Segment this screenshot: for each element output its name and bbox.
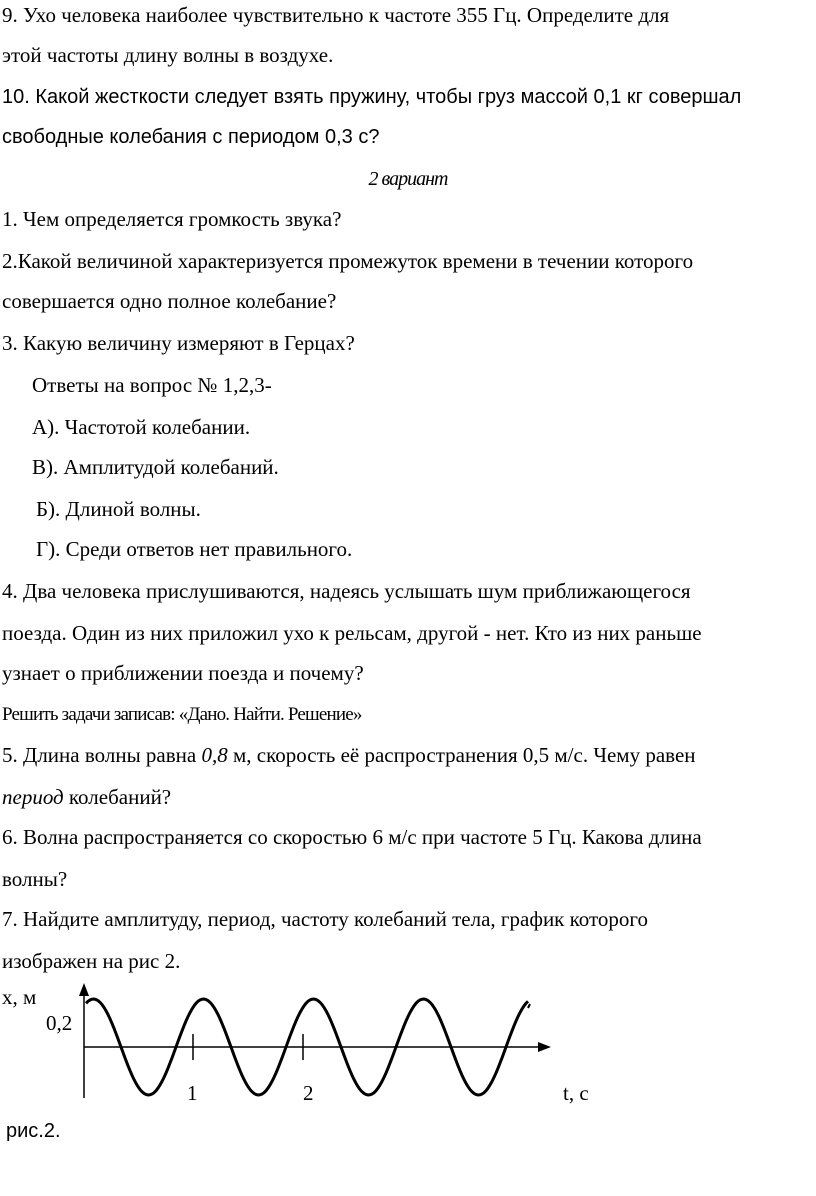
- v-question-5-line-1: [2, 742, 696, 768]
- v-question-4-line-2: поезда. Один из них приложил ухо к рельсам, другой - нет. Кто из них раньше: [2, 621, 702, 645]
- y-axis-arrow: [79, 983, 89, 996]
- y-axis-label: x, м: [2, 985, 37, 1009]
- option-d: Г). Среди ответов нет правильного.: [36, 537, 353, 561]
- tick-1-label: 1: [187, 1081, 198, 1105]
- v-question-3: 3. Какую величину измеряют в Герцах?: [2, 331, 355, 355]
- option-c: Б). Длиной волны.: [36, 497, 201, 521]
- oscillation-graph: [0, 980, 816, 1120]
- v-question-1: 1. Чем определяется громкость звука?: [2, 207, 342, 231]
- v-question-5-line-2: [2, 784, 171, 810]
- solve-instructions: Решить задачи записав: «Дано. Найти. Решение»: [2, 704, 362, 725]
- tick-2-label: 2: [303, 1081, 314, 1105]
- v-question-6-line-1: 6. Волна распространяется со скоростью 6 м/с при частоте 5 Гц. Какова длина: [2, 825, 702, 849]
- x-axis-arrow: [538, 1042, 551, 1052]
- option-a: А). Частотой колебании.: [32, 415, 251, 439]
- q5-period-word: период: [2, 785, 64, 809]
- q9-line-1: 9. Ухо человека наиболее чувствительно к частоте 355 Гц. Определите для: [2, 3, 670, 27]
- q9-line-2: этой частоты длину волны в воздухе.: [2, 43, 334, 67]
- q5-wavelength: 0,8: [201, 743, 228, 767]
- v-question-4-line-1: 4. Два человека прислушиваются, надеясь услышать шум приближающегося: [2, 579, 691, 603]
- answers-intro: Ответы на вопрос № 1,2,3-: [32, 373, 272, 397]
- q5-text-1: 5. Длина волны равна: [2, 743, 202, 767]
- v-question-7-line-1: 7. Найдите амплитуду, период, частоту колебаний тела, график которого: [2, 907, 648, 931]
- q5-text-3: колебаний?: [63, 785, 172, 809]
- v-question-2-line-2: совершается одно полное колебание?: [2, 289, 337, 313]
- q10-line-2: свободные колебания с периодом 0,3 с?: [2, 126, 380, 148]
- q10-line-1: 10. Какой жесткости следует взять пружину, чтобы груз массой 0,1 кг совершал: [2, 86, 742, 108]
- v-question-4-line-3: узнает о приближении поезда и почему?: [2, 661, 364, 685]
- v-question-6-line-2: волны?: [2, 867, 68, 891]
- v-question-7-line-2: изображен на рис 2.: [2, 949, 181, 973]
- q5-text-2: м, скорость её распространения 0,5 м/с. Чему равен: [227, 743, 696, 767]
- x-axis-label: t, с: [563, 1081, 589, 1105]
- v-question-2-line-1: 2.Какой величиной характеризуется промежуток времени в течении которого: [2, 249, 694, 273]
- wave-end-mark: [528, 1004, 530, 1008]
- amplitude-label: 0,2: [46, 1011, 73, 1035]
- variant-heading: 2 вариант: [368, 168, 448, 190]
- option-b: В). Амплитудой колебаний.: [32, 455, 279, 479]
- figure-caption: рис.2.: [6, 1120, 61, 1142]
